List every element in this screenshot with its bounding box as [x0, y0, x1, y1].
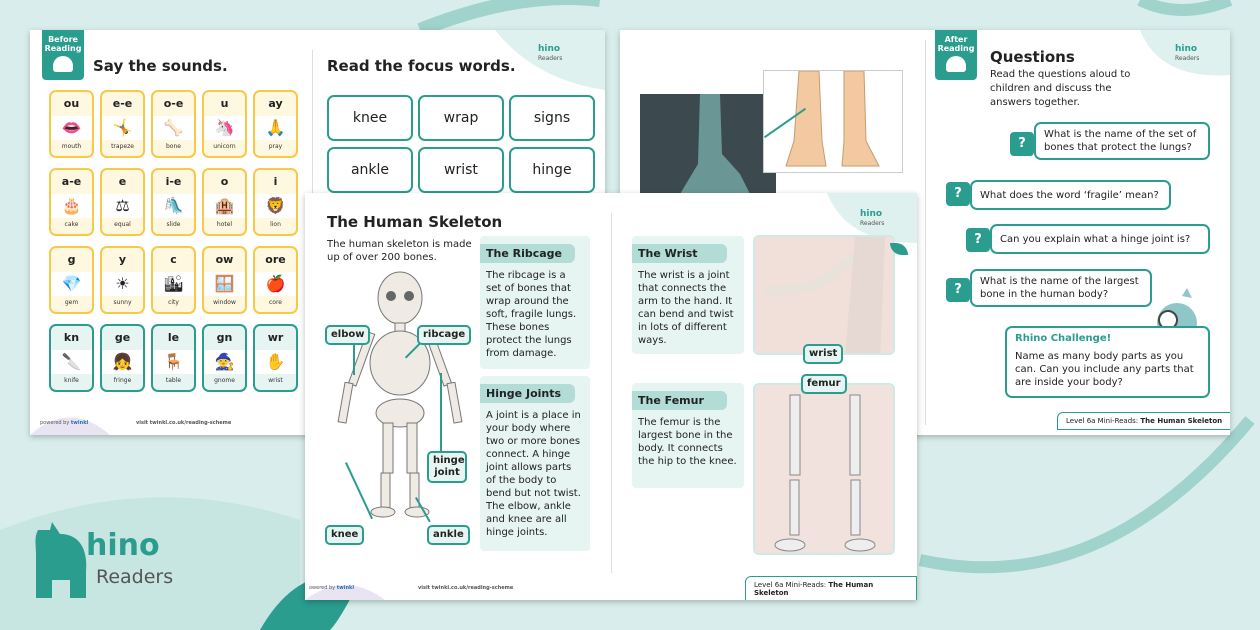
wrist-box: [632, 236, 744, 354]
sound-picture-icon: 🦴: [153, 116, 194, 140]
sound-word: hotel: [216, 221, 233, 228]
sound-card: [100, 90, 145, 158]
sound-grapheme: kn: [63, 331, 80, 344]
page-divider: [925, 40, 926, 425]
child-reading-icon: [53, 56, 73, 72]
sound-card: [151, 168, 196, 236]
question-mark-icon: ?: [1010, 132, 1034, 156]
focus-words-title: Read the focus words.: [327, 57, 516, 75]
intro-text: The human skeleton is made up of over 200 bones.: [327, 239, 472, 263]
sound-grapheme: o: [220, 175, 229, 188]
focus-word: signs: [509, 95, 595, 141]
sound-picture-icon: 🤸: [102, 116, 143, 140]
sound-picture-icon: 🙏: [255, 116, 296, 140]
logo-text-bottom: Readers: [96, 566, 174, 588]
sound-grapheme: gn: [216, 331, 233, 344]
footer-level-title: The Human Skeleton: [1140, 417, 1223, 425]
questions-intro: Read the questions aloud to children and discuss the answers together.: [990, 69, 1131, 108]
sound-word: equal: [114, 221, 131, 228]
small-logo: [860, 210, 884, 228]
hinge-joints-title: Hinge Joints: [480, 384, 575, 403]
sound-grapheme: c: [170, 253, 177, 266]
badge-label: After Reading: [937, 35, 975, 53]
wrist-title: The Wrist: [632, 244, 727, 263]
sound-card: [202, 168, 247, 236]
rhino-icon: [30, 520, 90, 600]
footer-url[interactable]: visit twinkl.co.uk/reading-scheme: [136, 420, 232, 426]
sound-picture-icon: 🍎: [255, 272, 296, 296]
label-elbow: elbow: [325, 325, 370, 345]
sound-card: [202, 246, 247, 314]
label-knee: knee: [325, 525, 364, 545]
sound-grapheme: ou: [63, 97, 80, 110]
label-wrist: wrist: [803, 344, 843, 364]
sound-picture-icon: 🎂: [51, 194, 92, 218]
sound-card: [253, 246, 298, 314]
small-logo-top: hino: [1175, 44, 1198, 54]
ribcage-title: The Ribcage: [480, 244, 575, 263]
sound-grapheme: y: [118, 253, 127, 266]
sound-picture-icon: 🪟: [204, 272, 245, 296]
rhino-challenge-box: [1005, 326, 1210, 398]
sound-word: gem: [64, 299, 79, 306]
femur-image: [753, 383, 895, 555]
femur-box: [632, 383, 744, 488]
small-logo-bottom: Readers: [860, 220, 885, 227]
ribcage-box: [480, 236, 590, 369]
sound-card: [253, 90, 298, 158]
before-reading-badge: [42, 30, 84, 80]
sound-word: knife: [64, 377, 79, 384]
sound-picture-icon: ☀: [102, 272, 143, 296]
sound-grapheme: wr: [267, 331, 284, 344]
sound-word: mouth: [61, 143, 82, 150]
sound-word: wrist: [268, 377, 283, 384]
sound-card: [49, 168, 94, 236]
sounds-title: Say the sounds.: [93, 57, 228, 75]
focus-word: ankle: [327, 147, 413, 193]
sound-grapheme: o-e: [163, 97, 184, 110]
hinge-joints-box: [480, 376, 590, 551]
footer-brand: twinkl: [336, 585, 355, 591]
footer-brand: twinkl: [70, 420, 89, 426]
logo-text-top: hino: [86, 528, 160, 563]
question-mark-icon: ?: [946, 182, 970, 206]
label-ankle: ankle: [427, 525, 470, 545]
sound-card: [49, 90, 94, 158]
arm-skeleton-icon: [755, 237, 895, 355]
footer-level-label: Level 6a Mini-Reads:: [754, 581, 829, 589]
sound-card: [100, 246, 145, 314]
sound-word: bone: [166, 143, 181, 150]
question-mark-icon: ?: [966, 228, 990, 252]
sound-grapheme: i: [273, 175, 278, 188]
sound-picture-icon: 🛝: [153, 194, 194, 218]
focus-word: knee: [327, 95, 413, 141]
label-ribcage: ribcage: [417, 325, 471, 345]
sound-card: [49, 324, 94, 392]
sound-grapheme: ow: [215, 253, 234, 266]
xray-image: [640, 94, 776, 204]
sound-picture-icon: 🦁: [255, 194, 296, 218]
sound-card: [151, 90, 196, 158]
wrist-body: The wrist is a joint that connects the arm to the hand. It can bend and twist in lots of different ways.: [638, 270, 734, 346]
femur-body: The femur is the largest bone in the body. It connects the hip to the knee.: [638, 417, 737, 467]
sound-grapheme: e: [118, 175, 127, 188]
small-logo-bottom: Readers: [1175, 55, 1200, 62]
sound-card: [151, 246, 196, 314]
child-reading-icon: [946, 56, 966, 72]
sound-picture-icon: 💎: [51, 272, 92, 296]
sound-card: [49, 246, 94, 314]
sound-word: trapeze: [111, 143, 134, 150]
challenge-title: Rhino Challenge!: [1015, 333, 1112, 344]
sound-word: city: [168, 299, 179, 306]
footer-level: [1057, 412, 1230, 430]
sound-grapheme: e-e: [112, 97, 133, 110]
sound-card: [100, 168, 145, 236]
challenge-body: Name as many body parts as you can. Can you include any parts that are inside your body?: [1015, 351, 1194, 388]
sound-word: lion: [270, 221, 281, 228]
sound-grapheme: a-e: [61, 175, 82, 188]
ribcage-body: The ribcage is a set of bones that wrap around the soft, fragile lungs. These bones protect the lungs from damage.: [486, 270, 577, 359]
question-4: What is the name of the largest bone in the human body?: [970, 269, 1152, 307]
sound-word: window: [213, 299, 236, 306]
hinge-joints-body: A joint is a place in your body where two or more bones connect. A hinge joint allows parts of the body to bend but not twist. The elbow, ankle and knee are all hinge joints.: [486, 410, 581, 538]
hinge-leader: [440, 373, 442, 453]
femur-title: The Femur: [632, 391, 727, 410]
question-mark-icon: ?: [946, 278, 970, 302]
footer-level-label: Level 6a Mini-Reads:: [1066, 417, 1141, 425]
sound-picture-icon: 🔪: [51, 350, 92, 374]
sound-word: sunny: [113, 299, 132, 306]
sound-picture-icon: 🏙: [153, 272, 194, 296]
sound-picture-icon: ⚖: [102, 194, 143, 218]
sound-card: [202, 90, 247, 158]
sound-picture-icon: ✋: [255, 350, 296, 374]
footer-url[interactable]: visit twinkl.co.uk/reading-scheme: [418, 585, 514, 591]
sound-word: slide: [166, 221, 181, 228]
small-logo: [538, 45, 562, 63]
footer-powered-label: powered by: [40, 420, 70, 426]
sound-card: [253, 324, 298, 392]
sound-picture-icon: 🪑: [153, 350, 194, 374]
focus-word: wrist: [418, 147, 504, 193]
footer-powered: [309, 585, 354, 591]
focus-word: hinge: [509, 147, 595, 193]
sound-word: pray: [268, 143, 283, 150]
wrist-image: [753, 235, 895, 355]
human-skeleton-page: [305, 193, 917, 600]
xray-foot-icon: [640, 94, 776, 204]
footer-powered: [40, 420, 88, 426]
footer-level: [745, 576, 917, 600]
sound-picture-icon: 👄: [51, 116, 92, 140]
elbow-leader: [353, 345, 355, 375]
sound-picture-icon: 👧: [102, 350, 143, 374]
sound-grapheme: u: [220, 97, 229, 110]
sound-word: core: [269, 299, 282, 306]
small-logo: [1175, 45, 1199, 63]
sound-card: [202, 324, 247, 392]
small-logo-top: hino: [538, 44, 561, 54]
question-2: What does the word ‘fragile’ mean?: [970, 180, 1171, 210]
sound-card: [100, 324, 145, 392]
small-logo-top: hino: [860, 209, 883, 219]
sound-word: gnome: [214, 377, 235, 384]
sound-word: table: [165, 377, 182, 384]
label-hinge-joint: hinge joint: [427, 451, 467, 483]
question-3: Can you explain what a hinge joint is?: [990, 224, 1210, 254]
sound-grapheme: i-e: [165, 175, 182, 188]
page-divider: [611, 213, 612, 573]
sound-picture-icon: 🧙: [204, 350, 245, 374]
sound-grapheme: ay: [268, 97, 283, 110]
sound-grapheme: g: [67, 253, 76, 266]
page-title: The Human Skeleton: [327, 213, 503, 231]
sound-word: fringe: [113, 377, 132, 384]
sound-grapheme: ore: [265, 253, 286, 266]
sound-picture-icon: 🦄: [204, 116, 245, 140]
questions-title: Questions: [990, 48, 1075, 66]
sound-word: cake: [64, 221, 79, 228]
sound-picture-icon: 🏨: [204, 194, 245, 218]
footer-level-title: The Human Skeleton: [754, 581, 874, 597]
label-femur: femur: [801, 374, 847, 394]
sound-card: [253, 168, 298, 236]
footer-powered-label: owered by: [309, 585, 336, 591]
focus-word: wrap: [418, 95, 504, 141]
sound-grapheme: ge: [114, 331, 131, 344]
legs-skeleton-icon: [755, 385, 895, 555]
sound-grapheme: le: [167, 331, 180, 344]
question-1: What is the name of the set of bones that protect the lungs?: [1034, 122, 1210, 160]
badge-label: Before Reading: [44, 35, 82, 53]
sound-word: unicorn: [213, 143, 236, 150]
after-reading-badge: [935, 30, 977, 80]
brand-logo: [30, 520, 190, 600]
sound-card: [151, 324, 196, 392]
small-logo-bottom: Readers: [538, 55, 563, 62]
